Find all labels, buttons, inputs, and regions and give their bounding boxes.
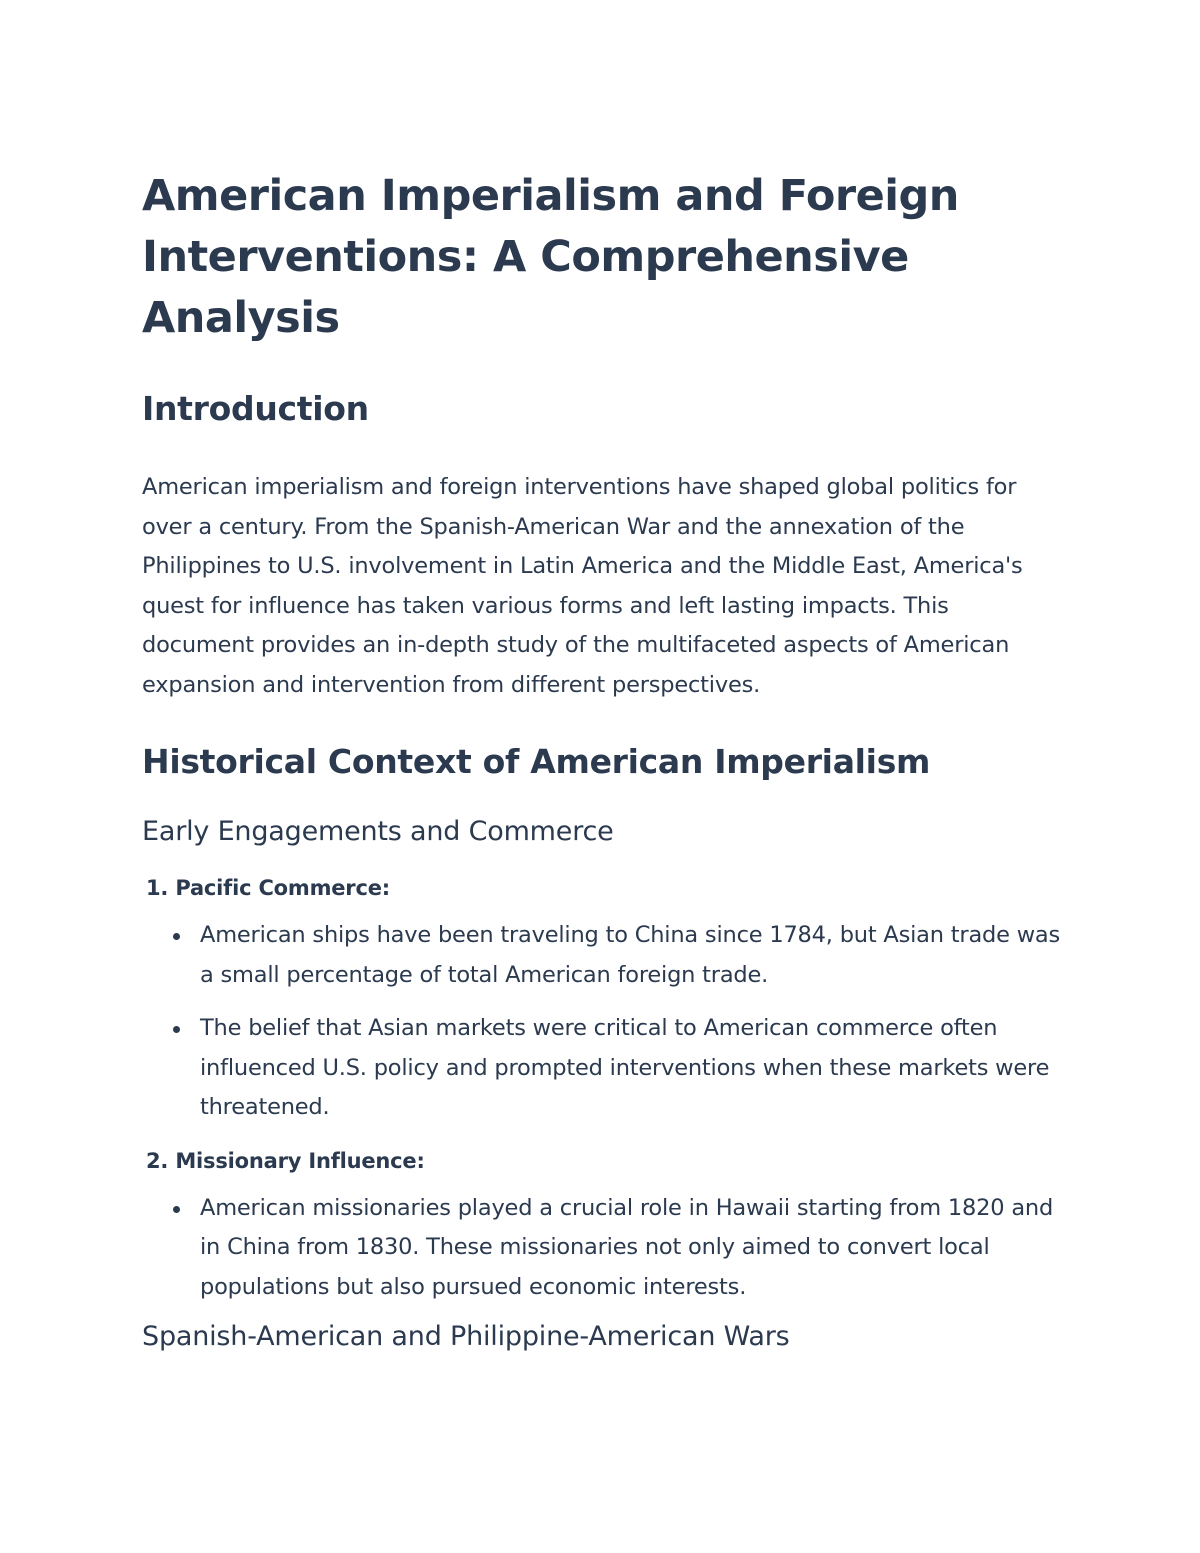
item-number: 2.: [146, 1148, 169, 1173]
item-number: 1.: [146, 876, 169, 900]
bullet-list: [142, 1189, 1062, 1308]
spanish-american-heading: Spanish-American and Philippine-American Wars: [142, 1321, 790, 1352]
bullet-item: American missionaries played a crucial role in Hawaii starting from 1820 and in China from 1830. These missionaries not only aimed to convert local populations but also pursued economic interests.: [200, 1189, 1062, 1308]
introduction-paragraph: American imperialism and foreign interventions have shaped global politics for over a century. From the Spanish-American War and the annexation of the Philippines to U.S. involvement in Latin America and the Middle East, America's quest for influence has taken various forms and left lasting impacts. This document provides an in-depth study of the multifaceted aspects of American expansion and intervention from different perspectives.: [142, 474, 1023, 698]
numbered-item-header: [146, 869, 1062, 908]
document-page: [142, 166, 1062, 1352]
item-label: Missionary Influence:: [175, 1148, 425, 1173]
early-engagements-list: [142, 869, 1062, 1307]
historical-context-heading: Historical Context of American Imperialism: [142, 742, 931, 781]
bullet-item: American ships have been traveling to China since 1784, but Asian trade was a small percentage of total American foreign trade.: [200, 916, 1062, 995]
introduction-heading: Introduction: [142, 389, 369, 428]
early-engagements-heading: Early Engagements and Commerce: [142, 816, 614, 847]
bullet-item: The belief that Asian markets were critical to American commerce often influenced U.S. policy and prompted interventions when these markets were threatened.: [200, 1009, 1062, 1128]
numbered-item-header: [146, 1142, 1062, 1181]
document-title: American Imperialism and Foreign Interventions: A Comprehensive Analysis: [142, 171, 959, 343]
item-label: Pacific Commerce:: [175, 876, 390, 900]
list-item: [142, 869, 1062, 1128]
bullet-list: [142, 916, 1062, 1128]
list-item: [142, 1142, 1062, 1308]
